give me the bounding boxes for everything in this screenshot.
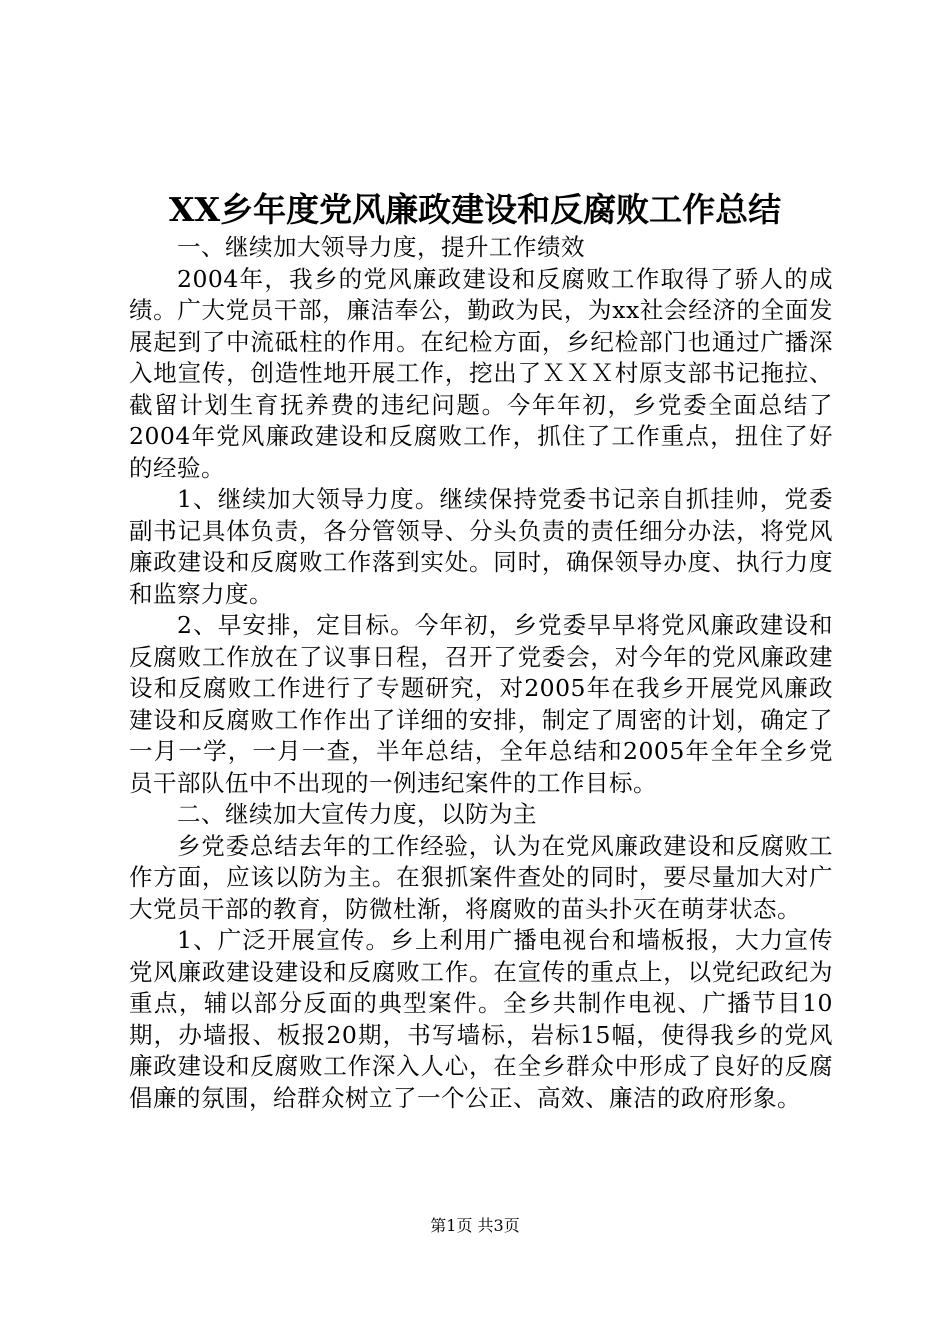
paragraph: 2004年，我乡的党风廉政建设和反腐败工作取得了骄人的成绩。广大党员干部，廉洁奉公，勤政为民，为xx社会经济的全面发展起到了中流砥柱的作用。在纪检方面，乡纪检部门也通过广播深入地宣传，创造性地开展工作，挖出了ＸＸＸ村原支部书记拖拉、截留计划生育抚养费的违纪问题。今年年初，乡党委全面总结了2004年党风廉政建设和反腐败工作，抓住了工作重点，扭住了好的经验。 <box>129 264 833 482</box>
paragraph: 1、继续加大领导力度。继续保持党委书记亲自抓挂帅，党委副书记具体负责，各分管领导、分头负责的责任细分办法，将党风廉政建设和反腐败工作落到实处。同时，确保领导办度、执行力度和监察力度。 <box>129 485 833 608</box>
paragraph: 1、广泛开展宣传。乡上利用广播电视台和墙板报，大力宣传党风廉政建设建设和反腐败工作。在宣传的重点上，以党纪政纪为重点，辅以部分反面的典型案件。全乡共制作电视、广播节目10期，办墙报、板报20期，书写墙标，岩标15幅，使得我乡的党风廉政建设和反腐败工作深入人心，在全乡群众中形成了良好的反腐倡廉的氛围，给群众树立了一个公正、高效、廉洁的政府形象。 <box>129 926 833 1112</box>
document-body <box>129 232 833 1114</box>
page-number-footer: 第1页 共3页 <box>430 1216 520 1235</box>
section-heading-2: 二、继续加大宣传力度，以防为主 <box>177 800 537 828</box>
document-title: XX乡年度党风廉政建设和反腐败工作总结 <box>168 190 782 229</box>
section-heading-1: 一、继续加大领导力度，提升工作绩效 <box>177 233 585 261</box>
paragraph: 2、早安排，定目标。今年初，乡党委早早将党风廉政建设和反腐败工作放在了议事日程，召开了党委会，对今年的党风廉政建设和反腐败工作进行了专题研究，对2005年在我乡开展党风廉政建设和反腐败工作作出了详细的安排，制定了周密的计划，确定了一月一学，一月一查，半年总结，全年总结和2005年全年全乡党员干部队伍中不出现的一例违纪案件的工作目标。 <box>129 611 833 797</box>
paragraph: 乡党委总结去年的工作经验，认为在党风廉政建设和反腐败工作方面，应该以防为主。在狠抓案件查处的同时，要尽量加大对广大党员干部的教育，防微杜渐，将腐败的苗头扑灭在萌芽状态。 <box>129 831 833 923</box>
